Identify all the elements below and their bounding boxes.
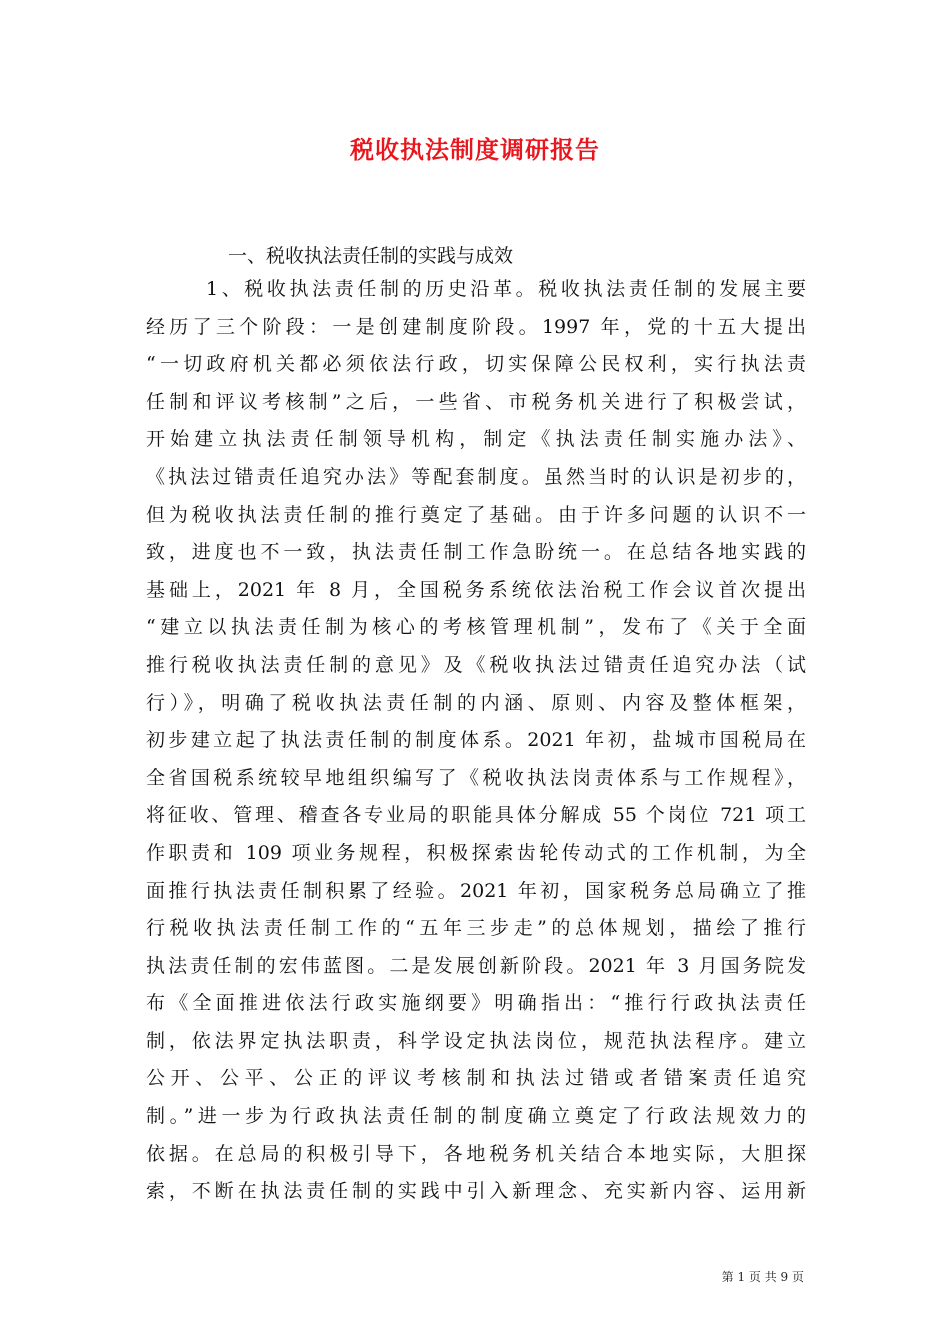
paragraph-line: 索，不断在执法责任制的实践中引入新理念、充实新内容、运用新	[146, 1180, 806, 1203]
paragraph-line: 初步建立起了执法责任制的制度体系。2021 年初，盐城市国税局在	[146, 729, 806, 752]
paragraph-line: 行）》，明确了税收执法责任制的内涵、原则、内容及整体框架，	[146, 691, 806, 714]
body-paragraph	[146, 271, 806, 1211]
paragraph-line: 经历了三个阶段：一是创建制度阶段。1997 年，党的十五大提出	[146, 315, 806, 338]
paragraph-line: “一切政府机关都必须依法行政，切实保障公民权利，实行执法责	[146, 353, 806, 376]
paragraph-line: 制。”进一步为行政执法责任制的制度确立奠定了行政法规效力的	[146, 1105, 806, 1128]
paragraph-line: 全省国税系统较早地组织编写了《税收执法岗责体系与工作规程》，	[146, 766, 806, 789]
paragraph-line: 公开、公平、公正的评议考核制和执法过错或者错案责任追究	[146, 1067, 806, 1090]
paragraph-line: 但为税收执法责任制的推行奠定了基础。由于许多问题的认识不一	[146, 503, 806, 526]
paragraph-line: 制，依法界定执法职责，科学设定执法岗位，规范执法程序。建立	[146, 1029, 806, 1052]
paragraph-line: 行税收执法责任制工作的“五年三步走”的总体规划，描绘了推行	[146, 917, 806, 940]
document-title: 税收执法制度调研报告	[350, 135, 600, 164]
paragraph-line: 依据。在总局的积极引导下，各地税务机关结合本地实际，大胆探	[146, 1142, 806, 1165]
paragraph-line: 将征收、管理、稽查各专业局的职能具体分解成 55 个岗位 721 项工	[146, 804, 806, 827]
paragraph-line: 任制和评议考核制”之后，一些省、市税务机关进行了积极尝试，	[146, 390, 806, 413]
paragraph-line: 基础上，2021 年 8 月，全国税务系统依法治税工作会议首次提出	[146, 578, 806, 601]
paragraph-line: 致，进度也不一致，执法责任制工作急盼统一。在总结各地实践的	[146, 541, 806, 564]
paragraph-line: 布《全面推进依法行政实施纲要》明确指出：“推行行政执法责任	[146, 992, 806, 1015]
paragraph-line: 面推行执法责任制积累了经验。2021 年初，国家税务总局确立了推	[146, 879, 806, 902]
page-number: 第 1 页 共 9 页	[721, 1270, 804, 1284]
paragraph-line: 开始建立执法责任制领导机构，制定《执法责任制实施办法》、	[146, 428, 806, 451]
paragraph-line: “建立以执法责任制为核心的考核管理机制”，发布了《关于全面	[146, 616, 806, 639]
paragraph-line: 1、税收执法责任制的历史沿革。税收执法责任制的发展主要	[206, 278, 806, 300]
paragraph-line: 《执法过错责任追究办法》等配套制度。虽然当时的认识是初步的，	[146, 465, 806, 488]
paragraph-line: 作职责和 109 项业务规程，积极探索齿轮传动式的工作机制，为全	[146, 841, 806, 864]
section-heading: 一、税收执法责任制的实践与成效	[228, 245, 514, 267]
paragraph-line: 执法责任制的宏伟蓝图。二是发展创新阶段。2021 年 3 月国务院发	[146, 954, 806, 977]
paragraph-line: 推行税收执法责任制的意见》及《税收执法过错责任追究办法（试	[146, 653, 806, 676]
